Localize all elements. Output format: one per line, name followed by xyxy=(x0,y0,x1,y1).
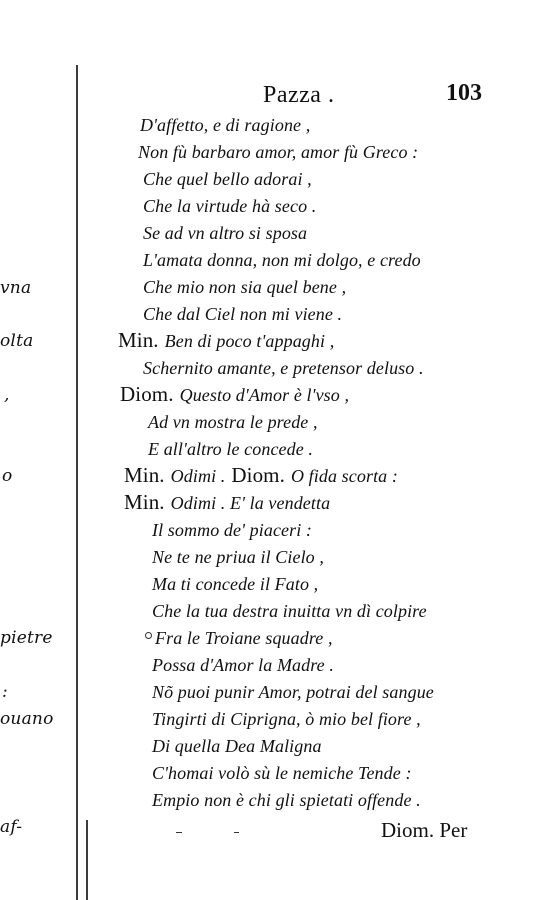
left-page-fragment: olta xyxy=(0,331,34,351)
verse-line: Nõ puoi punir Amor, potrai del sangue xyxy=(152,682,434,702)
margin-ornament-icon xyxy=(145,632,152,639)
print-mark xyxy=(176,832,182,833)
page-gutter-line xyxy=(76,65,78,900)
verse-line: D'affetto, e di ragione , xyxy=(140,115,311,135)
left-page-fragment: ouano xyxy=(0,709,54,729)
verse-line: L'amata donna, non mi dolgo, e credo xyxy=(143,250,421,270)
verse-line: C'homai volò sù le nemiche Tende : xyxy=(152,763,412,783)
verse-line: Non fù barbaro amor, amor fù Greco : xyxy=(138,142,419,162)
page-gutter-line-lower xyxy=(86,820,88,900)
verse-line: Tingirti di Ciprigna, ò mio bel fiore , xyxy=(152,709,421,729)
verse-line: Di quella Dea Maligna xyxy=(152,736,322,756)
left-page-fragment: : xyxy=(2,682,8,702)
print-mark xyxy=(234,832,239,833)
verse-line: Schernito amante, e pretensor deluso . xyxy=(143,358,424,378)
speaker-label: Min. xyxy=(124,490,165,514)
left-page-fragment: vna xyxy=(0,278,32,298)
speaker-label: Min. xyxy=(124,463,165,487)
speech-line: Min. Odimi . Diom. O fida scorta : xyxy=(124,463,398,487)
verse-line: Che la virtude hà seco . xyxy=(143,196,317,216)
verse-line: Che la tua destra inuitta vn dì colpire xyxy=(152,601,427,621)
speech-line: Min. Ben di poco t'appaghi , xyxy=(118,328,335,352)
verse-line: Empio non è chi gli spietati offende . xyxy=(152,790,421,810)
speech-line: Diom. Questo d'Amor è l'vso , xyxy=(120,382,350,406)
verse-line: Ne te ne priua il Cielo , xyxy=(152,547,324,567)
verse-line: Che dal Ciel non mi viene . xyxy=(143,304,343,324)
left-page-fragment: af- xyxy=(0,817,23,837)
speaker-label: Diom. xyxy=(231,463,285,487)
verse-line: Ma ti concede il Fato , xyxy=(152,574,319,594)
page-number: 103 xyxy=(446,80,482,106)
verse-line: E all'altro le concede . xyxy=(148,439,314,459)
speech-line: Min. Odimi . E' la vendetta xyxy=(124,490,331,514)
catchword: Diom. Per xyxy=(381,818,468,842)
left-page-fragment: , xyxy=(4,385,10,405)
left-page-fragment: o xyxy=(2,466,13,486)
speaker-label: Min. xyxy=(118,328,159,352)
verse-line: Che quel bello adorai , xyxy=(143,169,312,189)
running-head-title: Pazza . xyxy=(263,82,335,108)
left-page-fragment: pietre xyxy=(0,628,53,648)
verse-line: Il sommo de' piaceri : xyxy=(152,520,313,540)
verse-line: Se ad vn altro si sposa xyxy=(143,223,308,243)
speaker-label: Diom. xyxy=(120,382,174,406)
verse-line: Fra le Troiane squadre , xyxy=(155,628,333,648)
verse-line: Ad vn mostra le prede , xyxy=(148,412,318,432)
verse-line: Possa d'Amor la Madre . xyxy=(152,655,334,675)
verse-line: Che mio non sia quel bene , xyxy=(143,277,347,297)
